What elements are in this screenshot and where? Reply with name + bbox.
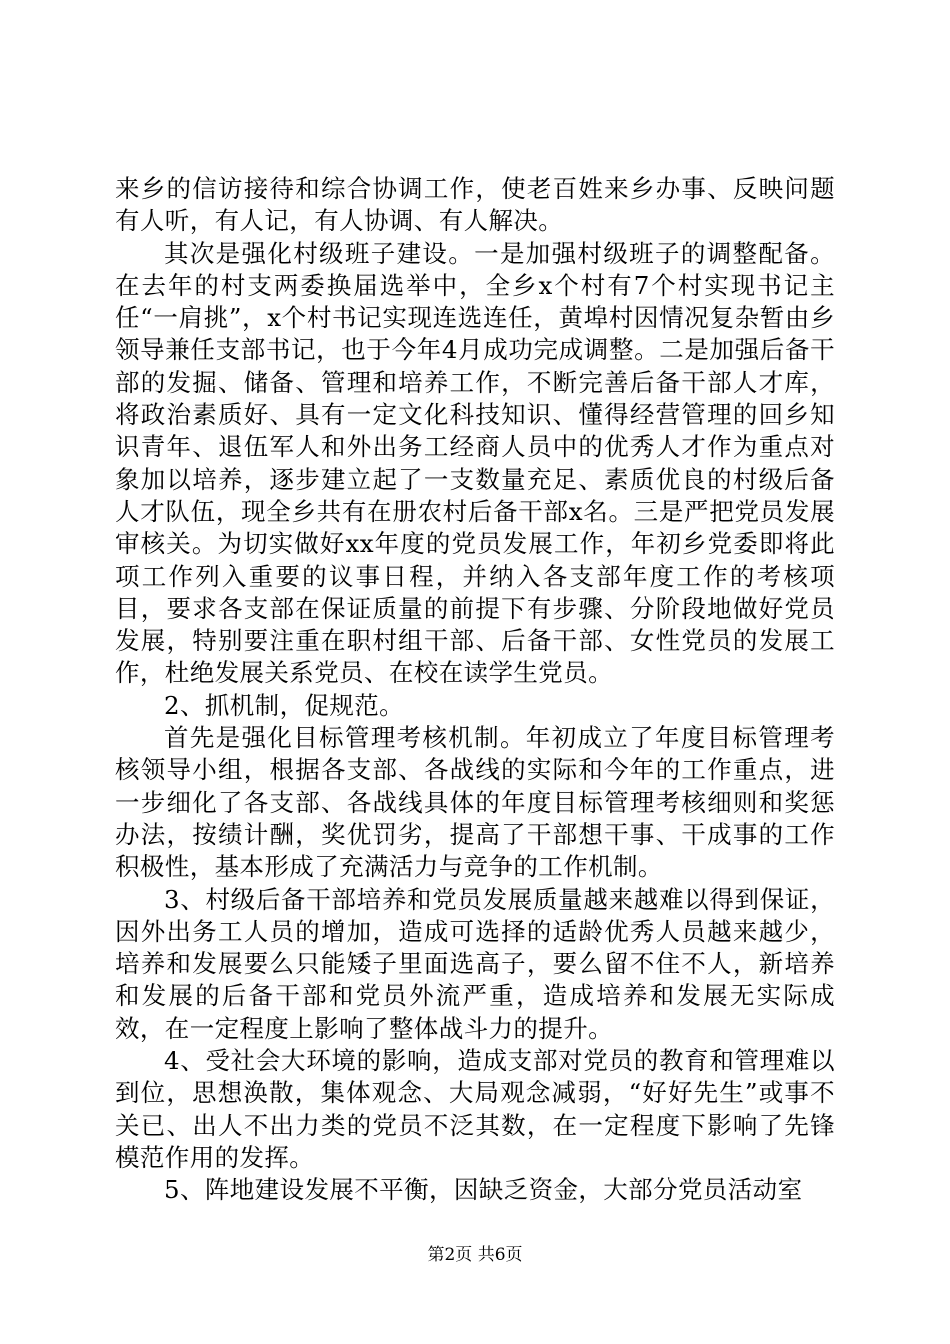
section-heading-mechanism: 2、抓机制，促规范。	[164, 690, 405, 720]
paragraph-item-5: 5、阵地建设发展不平衡，因缺乏资金，大部分党员活动室	[164, 1175, 803, 1205]
paragraph-item-3: 3、村级后备干部培养和党员发展质量越来越难以得到保证，因外出务工人员的增加，造成可选择的适龄优秀人员越来越少，培养和发展要么只能矮子里面选高子，要么留不住不人，新培养和发展的后备干部和党员外流严重，造成培养和发展无实际成效，在一定程度上影响了整体战斗力的提升。	[115, 884, 835, 1043]
page-number-footer: 第2页 共6页	[427, 1245, 523, 1265]
paragraph-continuation: 来乡的信访接待和综合协调工作，使老百姓来乡办事、反映问题有人听，有人记，有人协调、有人解决。	[115, 174, 835, 236]
paragraph-item-4: 4、受社会大环境的影响，造成支部对党员的教育和管理难以到位，思想涣散，集体观念、大局观念减弱，“好好先生”或事不关已、出人不出力类的党员不泛其数，在一定程度下影响了先锋模范作用的发挥。	[115, 1046, 835, 1172]
paragraph-target-management: 首先是强化目标管理考核机制。年初成立了年度目标管理考核领导小组，根据各支部、各战线的实际和今年的工作重点，进一步细化了各支部、各战线具体的年度目标管理考核细则和奖惩办法，按绩计酬，奖优罚劣，提高了干部想干事、干成事的工作积极性，基本形成了充满活力与竞争的工作机制。	[115, 723, 835, 882]
paragraph-village-team-building: 其次是强化村级班子建设。一是加强村级班子的调整配备。在去年的村支两委换届选举中，全乡x个村有7个村实现书记主任“一肩挑”，x个村书记实现连选连任，黄埠村因情况复杂暂由乡领导兼任支部书记，也于今年4月成功完成调整。二是加强后备干部的发掘、储备、管理和培养工作，不断完善后备干部人才库，将政治素质好、具有一定文化科技知识、懂得经营管理的回乡知识青年、退伍军人和外出务工经商人员中的优秀人才作为重点对象加以培养，逐步建立起了一支数量充足、素质优良的村级后备人才队伍，现全乡共有在册农村后备干部x名。三是严把党员发展审核关。为切实做好xx年度的党员发展工作，年初乡党委即将此项工作列入重要的议事日程，并纳入各支部年度工作的考核项目，要求各支部在保证质量的前提下有步骤、分阶段地做好党员发展，特别要注重在职村组干部、后备干部、女性党员的发展工作，杜绝发展关系党员、在校在读学生党员。	[115, 238, 835, 688]
document-body	[115, 173, 835, 1207]
